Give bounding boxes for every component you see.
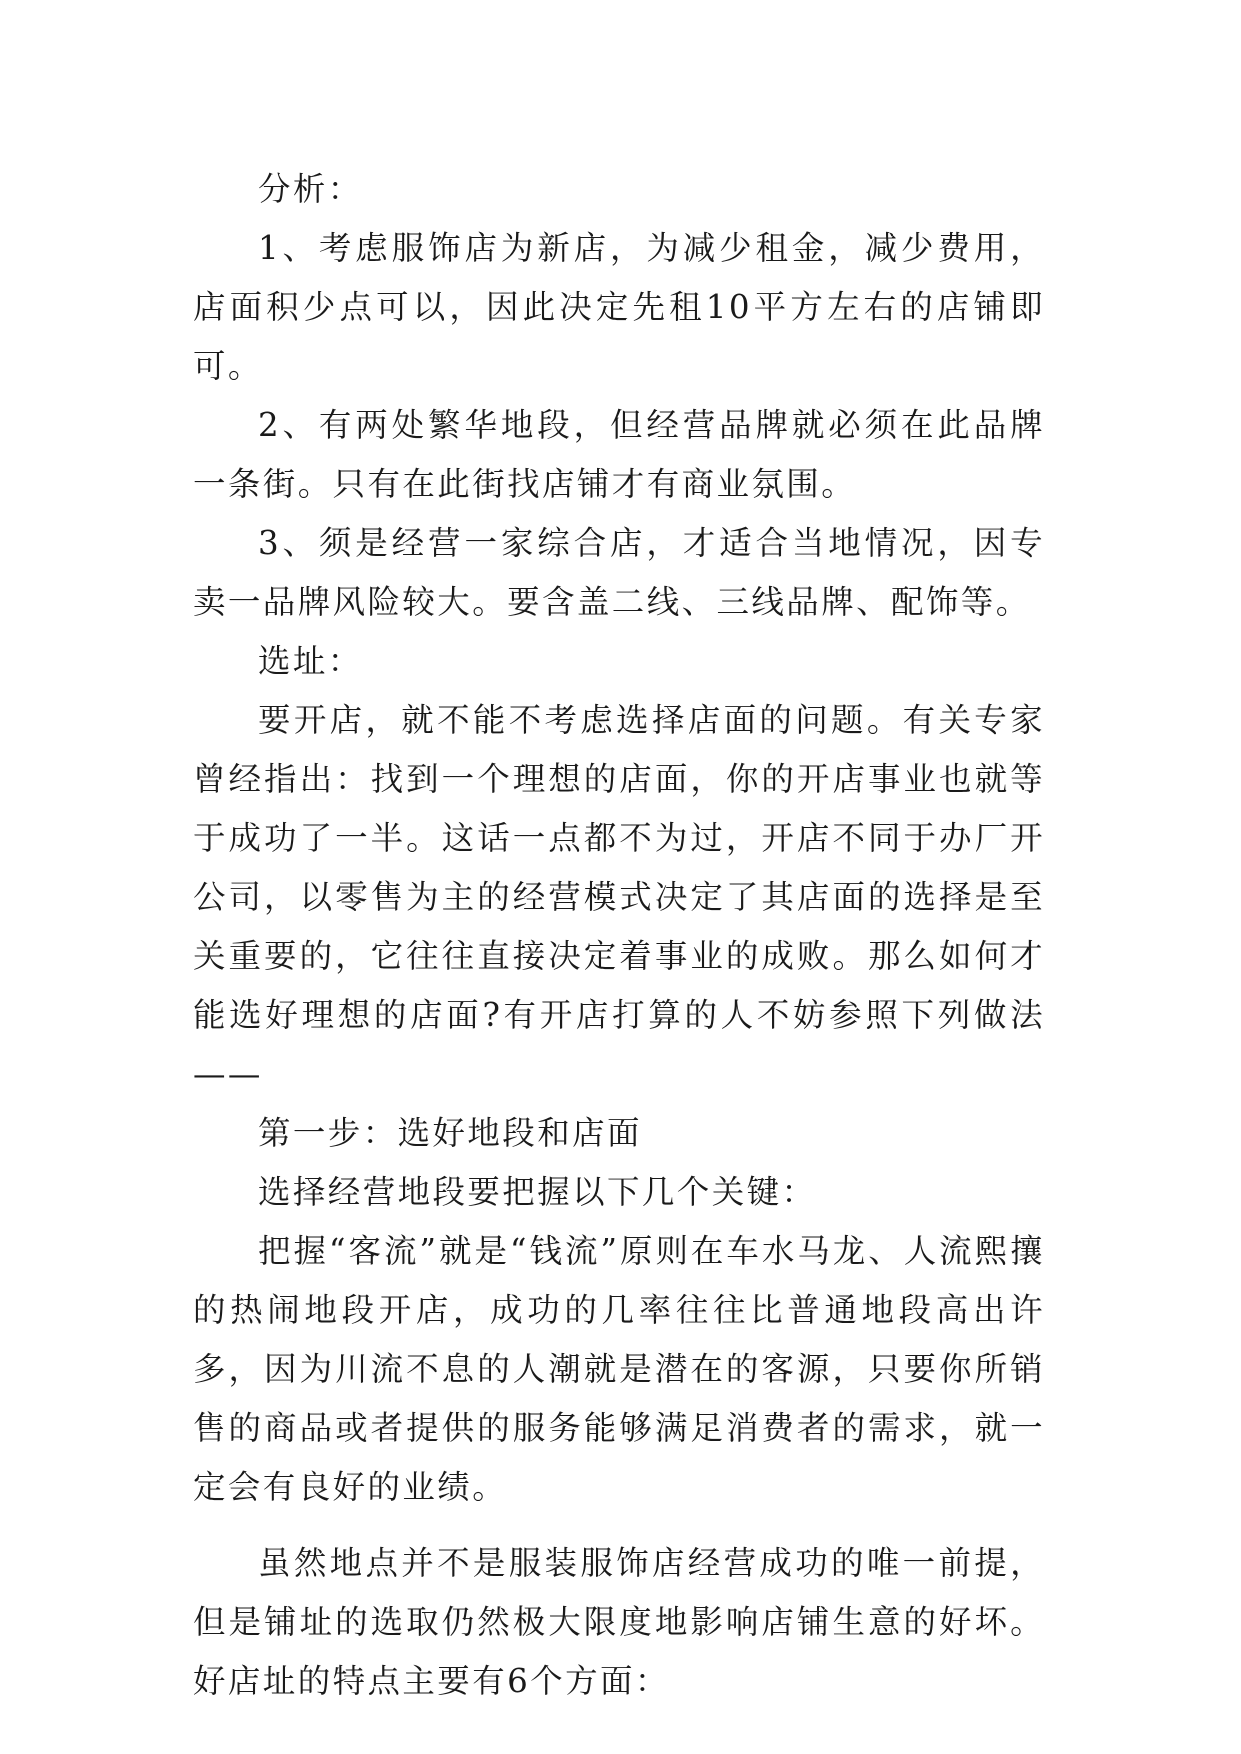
paragraph-step-1-heading: 第一步：选好地段和店面 bbox=[258, 1114, 642, 1152]
paragraph-analysis-heading: 分析： bbox=[258, 170, 363, 208]
paragraph-point-3: 3、须是经营一家综合店，才适合当地情况，因专卖一品牌风险较大。要含盖二线、三线品牌、配饰等。 bbox=[193, 524, 1045, 621]
paragraph-site-intro: 要开店，就不能不考虑选择店面的问题。有关专家曾经指出：找到一个理想的店面，你的开店事业也就等于成功了一半。这话一点都不为过，开店不同于办厂开公司，以零售为主的经营模式决定了其店面的选择是至关重要的，它往往直接决定着事业的成败。那么如何才能选好理想的店面?有开店打算的人不妨参照下列做法—— bbox=[193, 701, 1045, 1093]
paragraph-point-1: 1、考虑服饰店为新店，为减少租金，减少费用，店面积少点可以，因此决定先租10平方左右的店铺即可。 bbox=[193, 229, 1045, 385]
document-body bbox=[193, 160, 1045, 1711]
paragraph-point-2: 2、有两处繁华地段，但经营品牌就必须在此品牌一条街。只有在此街找店铺才有商业氛围。 bbox=[193, 406, 1045, 503]
paragraph-site-heading: 选址： bbox=[258, 642, 363, 680]
paragraph-customer-flow: 把握“客流”就是“钱流”原则在车水马龙、人流熙攘的热闹地段开店，成功的几率往往比普通地段高出许多，因为川流不息的人潮就是潜在的客源，只要你所销售的商品或者提供的服务能够满足消费者的需求，就一定会有良好的业绩。 bbox=[193, 1232, 1045, 1506]
paragraph-location-features: 虽然地点并不是服装服饰店经营成功的唯一前提，但是铺址的选取仍然极大限度地影响店铺生意的好坏。好店址的特点主要有6个方面： bbox=[193, 1544, 1045, 1700]
paragraph-key-points-intro: 选择经营地段要把握以下几个关键： bbox=[258, 1173, 817, 1211]
